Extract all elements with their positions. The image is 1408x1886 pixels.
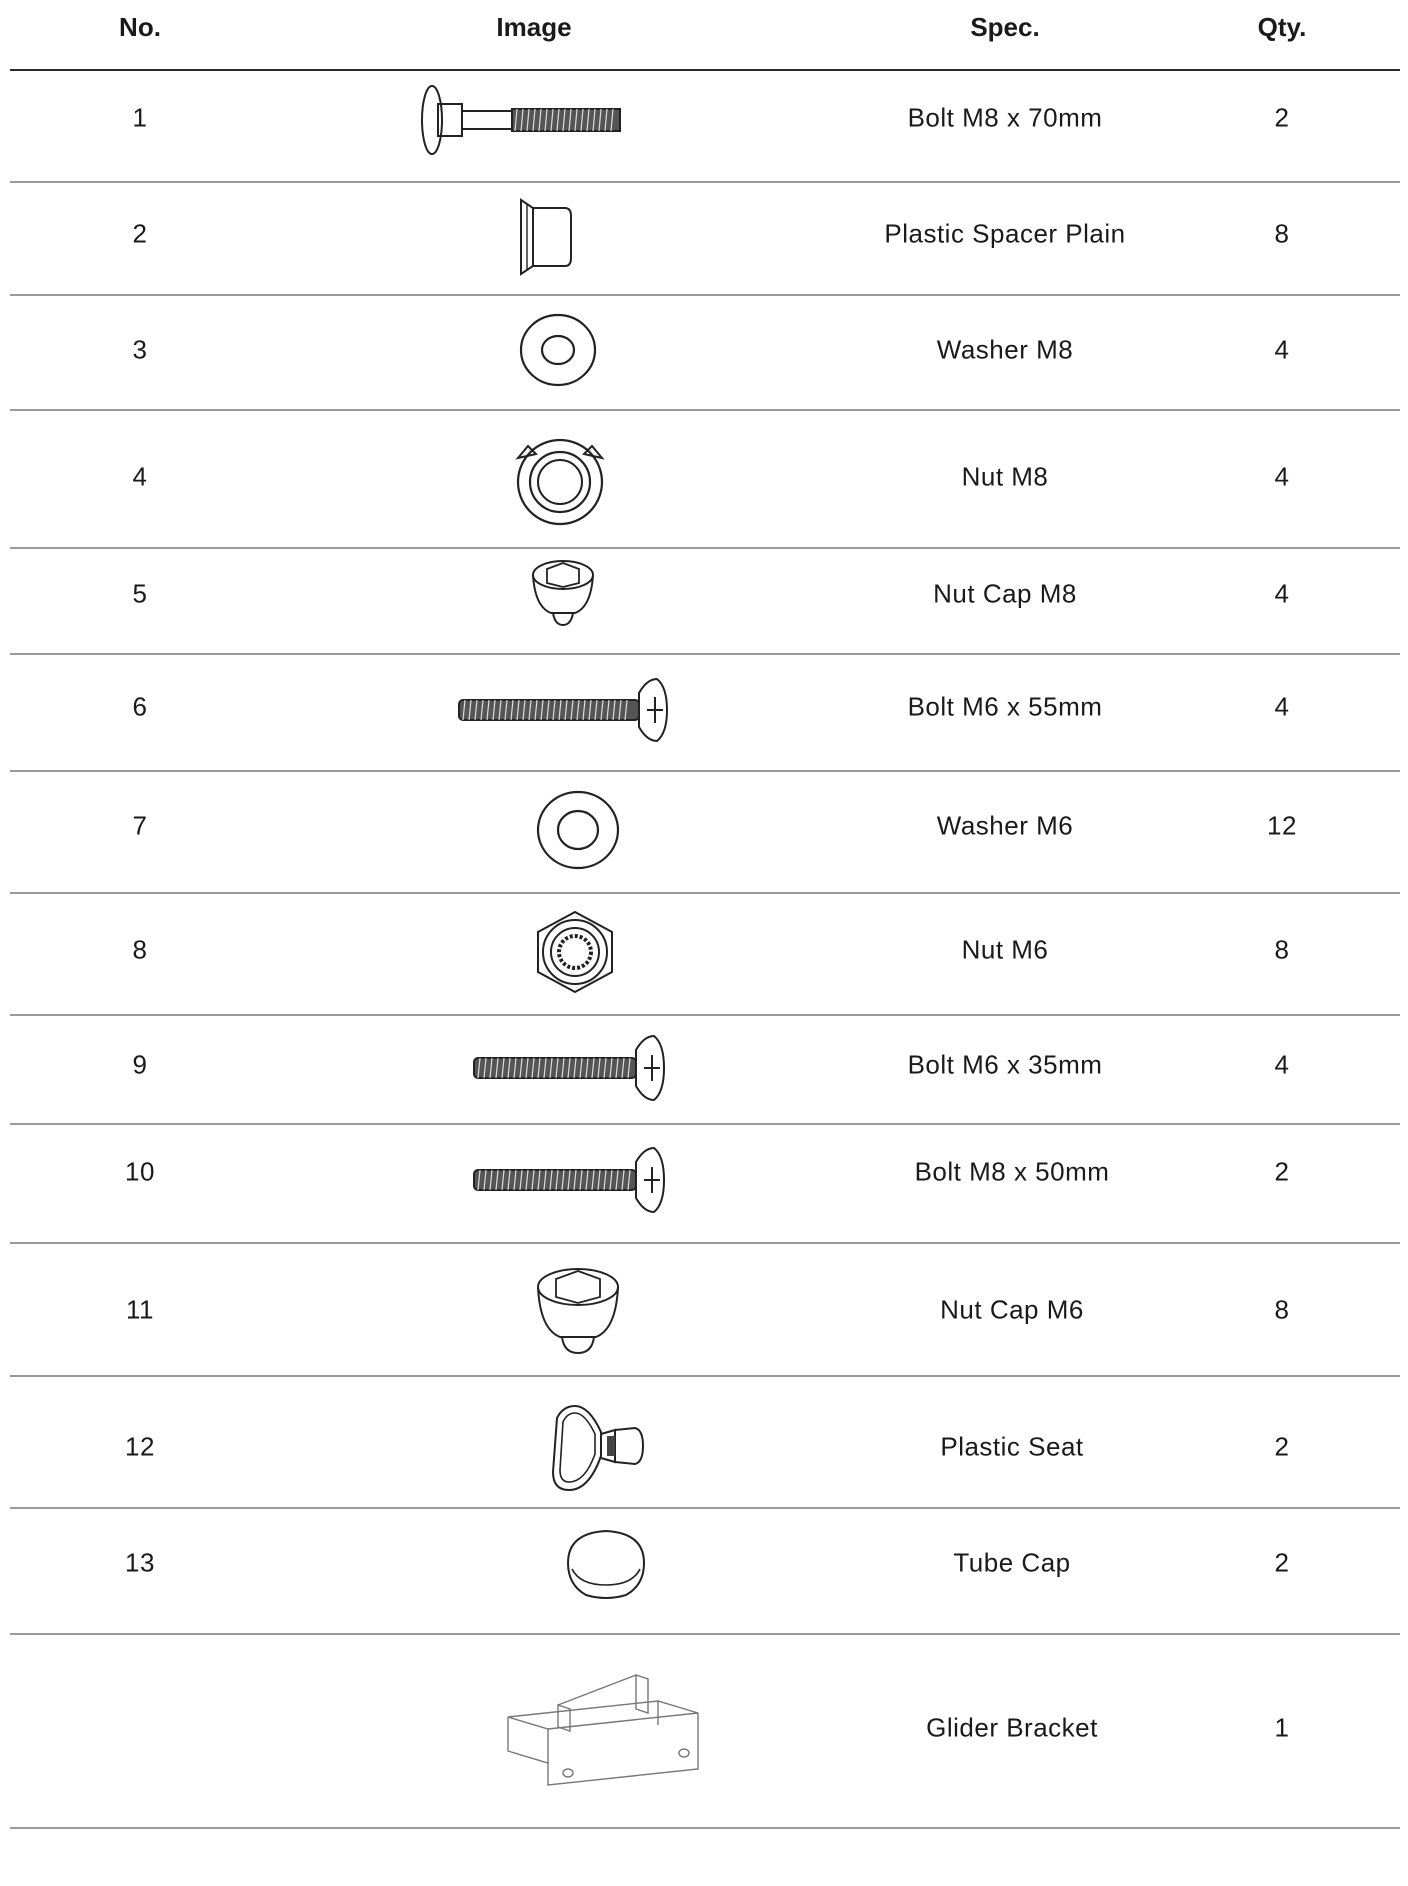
row-spec: Washer M6 (936, 810, 1074, 841)
row-spec: Bolt M6 x 55mm (907, 691, 1103, 722)
header-image: Image (496, 12, 572, 42)
row-no: 6 (132, 691, 148, 722)
row-qty: 12 (1267, 810, 1297, 841)
nut-cap-icon (528, 1263, 628, 1363)
row-divider (10, 409, 1400, 411)
row-no: 2 (132, 218, 148, 249)
nut-icon (510, 428, 610, 528)
row-qty: 1 (1274, 1712, 1290, 1743)
row-divider (10, 892, 1400, 894)
machine-bolt-icon (468, 1144, 668, 1216)
header-spec: Spec. (970, 12, 1040, 42)
row-divider (10, 1375, 1400, 1377)
row-spec: Glider Bracket (926, 1712, 1098, 1743)
plastic-spacer-icon (505, 192, 585, 282)
row-qty: 4 (1274, 334, 1290, 365)
row-spec: Bolt M6 x 35mm (907, 1049, 1103, 1080)
row-spec: Washer M8 (936, 334, 1074, 365)
row-qty: 8 (1274, 934, 1290, 965)
row-divider (10, 653, 1400, 655)
washer-icon (533, 787, 623, 873)
row-no: 3 (132, 334, 148, 365)
row-divider (10, 181, 1400, 183)
row-qty: 8 (1274, 218, 1290, 249)
plastic-seat-icon (545, 1398, 655, 1498)
row-no: 7 (132, 810, 148, 841)
row-spec: Nut Cap M6 (940, 1294, 1084, 1325)
row-no: 1 (132, 102, 148, 133)
row-divider (10, 1123, 1400, 1125)
row-no: 4 (132, 461, 148, 492)
washer-icon (516, 310, 600, 390)
row-qty: 8 (1274, 1294, 1290, 1325)
header-qty: Qty. (1257, 12, 1307, 42)
row-no: 12 (125, 1431, 155, 1462)
row-divider (10, 1827, 1400, 1829)
table-header (0, 0, 1408, 70)
machine-bolt-icon (451, 675, 671, 745)
row-divider (10, 1633, 1400, 1635)
row-no: 8 (132, 934, 148, 965)
row-divider (10, 1014, 1400, 1016)
machine-bolt-icon (468, 1032, 668, 1104)
row-qty: 2 (1274, 1431, 1290, 1462)
header-no: No. (119, 12, 161, 42)
row-divider (10, 1507, 1400, 1509)
carriage-bolt-icon (414, 80, 654, 160)
row-spec: Bolt M8 x 50mm (914, 1156, 1110, 1187)
row-qty: 4 (1274, 691, 1290, 722)
row-qty: 2 (1274, 102, 1290, 133)
header-divider (10, 69, 1400, 71)
row-divider (10, 294, 1400, 296)
glider-bracket-icon (498, 1665, 718, 1795)
row-spec: Tube Cap (953, 1547, 1071, 1578)
row-no: 9 (132, 1049, 148, 1080)
row-divider (10, 770, 1400, 772)
lock-nut-icon (530, 907, 620, 997)
row-qty: 4 (1274, 1049, 1290, 1080)
row-spec: Plastic Seat (940, 1431, 1084, 1462)
row-divider (10, 547, 1400, 549)
row-qty: 4 (1274, 578, 1290, 609)
row-qty: 2 (1274, 1547, 1290, 1578)
row-no: 13 (125, 1547, 155, 1578)
row-spec: Nut M8 (961, 461, 1049, 492)
row-no: 5 (132, 578, 148, 609)
nut-cap-icon (525, 557, 601, 633)
row-no: 11 (126, 1294, 154, 1325)
row-divider (10, 1242, 1400, 1244)
row-spec: Plastic Spacer Plain (884, 218, 1126, 249)
row-qty: 4 (1274, 461, 1290, 492)
tube-cap-icon (556, 1525, 656, 1605)
row-no: 10 (125, 1156, 155, 1187)
row-spec: Nut M6 (961, 934, 1049, 965)
row-spec: Nut Cap M8 (933, 578, 1077, 609)
row-qty: 2 (1274, 1156, 1290, 1187)
row-spec: Bolt M8 x 70mm (907, 102, 1103, 133)
